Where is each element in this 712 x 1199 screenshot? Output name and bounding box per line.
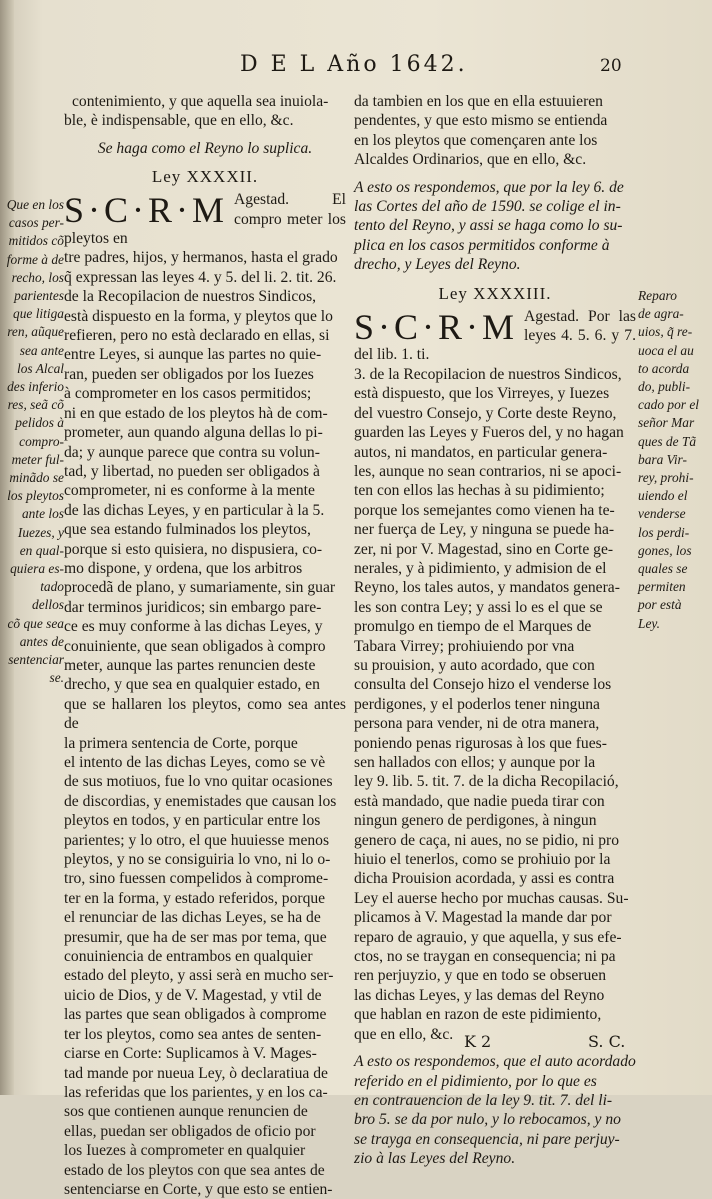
text-line: ner fuerça de Ley, y ninguna se puede ha- (354, 521, 615, 539)
margin-line: forme à de (6, 251, 64, 267)
response-line: zio à las Leyes del Reyno. (354, 1150, 516, 1168)
text-line: les son contra Ley; y assi lo es el que se (354, 598, 603, 616)
text-line: guarden las Leyes y Fueros del, y no hagan (354, 424, 624, 442)
text-line: consulta del Consejo hizo el venderse los (354, 676, 612, 694)
text-line: estado del pleyto, y assi serà en mucho ser- (64, 967, 334, 985)
margin-line: parientes (14, 288, 64, 304)
law-initial: S·C·R·M (64, 190, 229, 231)
text-line: las dichas Leyes, y las demas del Reyno (354, 986, 605, 1004)
margin-line: minãdo se (9, 470, 64, 486)
law-initial: S·C·R·M (354, 306, 519, 347)
response-line: bro 5. se da por nulo, y lo rebocamos, y no (354, 1111, 621, 1129)
text-line: parientes; y lo otro, el que huuiesse menos (64, 831, 330, 849)
margin-line: de agra- (638, 306, 684, 322)
text-line: conuiniente, que sean obligados à compro (64, 637, 326, 655)
margin-line: antes de (19, 633, 64, 649)
running-head (0, 52, 712, 82)
text-line: sos que contienen aunque renuncien de (64, 1103, 308, 1121)
page-number: 20 (600, 56, 622, 76)
text-line: 3. de la Recopilacion de nuestros Sindicos, (354, 365, 622, 383)
margin-line: uoca el au (638, 342, 694, 358)
text-line: en los pleytos que començaren ante los (354, 131, 598, 149)
margin-line: cõ que sea (7, 615, 64, 631)
margin-line: se. (49, 670, 64, 686)
text-line: la primera sentencia de Corte, porque (64, 734, 298, 752)
text-line: refieren, pero no està declarado en ellas, si (64, 327, 330, 345)
text-line: ni en que estado de los pleytos hà de com- (64, 404, 328, 422)
text-line: promulgo en tiempo de el Marques de (354, 618, 592, 636)
text-line: ten con ellos las hechas à su pidimiento; (354, 482, 605, 500)
margin-line: en qual- (19, 542, 64, 558)
margin-line: uiendo el (638, 488, 688, 504)
response-line: las Cortes del año de 1590. se colige el in- (354, 198, 621, 216)
law-opening (354, 307, 636, 365)
law-title: Ley XXXXII. (151, 167, 259, 187)
text-line: presumir, que ha de ser mas por tema, que (64, 928, 327, 946)
margin-line: Iuezes, y (17, 524, 64, 540)
margin-line: meter ful- (11, 451, 64, 467)
text-line: las partes que sean obligados à comprome (64, 1006, 327, 1024)
text-line: sen hallados con ellos; y aunque por la (354, 754, 596, 771)
text-line: drecho, y que sea en qualquier estado, en (64, 676, 320, 694)
text-line: porque si esto quisiera, no dispusiera, co- (64, 540, 323, 558)
text-line: reparo de agrauio, y que aquella, y sus efe- (354, 928, 622, 946)
margin-line: casos per- (8, 215, 64, 231)
text-line: sentenciarse en Corte, y que esto se entien- (64, 1180, 333, 1198)
royal-response (354, 1052, 636, 1168)
text-line: prometer, aun quando alguna dellas lo pi- (64, 424, 323, 442)
text-line: Agestad. Por las leyes 4. 5. 6. y 7. del lib. 1. ti. (354, 307, 636, 364)
text-line: procedã de plano, y sumariamente, sin guar (64, 579, 336, 597)
text-line: pleytos en todos, y en particular entre los (64, 812, 321, 830)
signature-mark: K 2 (464, 1032, 492, 1051)
margin-line: compro- (19, 433, 64, 449)
page-footer (0, 1032, 712, 1056)
right-column (354, 92, 636, 1169)
text-line: tre padres, hijos, y hermanos, hasta el grado (64, 249, 338, 267)
text-line: su prouision, y auto acordado, que con (354, 656, 595, 674)
margin-line: tado dellos (32, 579, 64, 613)
text-line: Agestad. El compro meter los pleytos en (64, 191, 346, 248)
catchword: S. C. (588, 1032, 626, 1051)
margin-line: pelidos à (15, 415, 64, 431)
royal-response (354, 178, 636, 275)
text-line: que se hallaren los pleytos, como sea antes de (64, 695, 346, 733)
running-title: D E L Año 1642. (240, 52, 468, 77)
text-line: el intento de las dichas Leyes, como se vè (64, 754, 326, 771)
text-line: tro, sino fuessen compelidos à comprome- (64, 870, 329, 888)
text-line: ningun genero de perdigones, à ningun (354, 812, 597, 830)
response-line: referido en el pidimiento, por lo que es (354, 1072, 597, 1090)
margin-line: ques de Tã (638, 433, 697, 449)
text-line: pendentes, y que esto mismo se entienda (354, 112, 608, 130)
margin-line: sea ante (19, 342, 64, 358)
text-line: està dispuesto, que los Virreyes, y Iuezes (354, 385, 610, 403)
response-line: drecho, y Leyes del Reyno. (354, 256, 521, 274)
text-line: contenimiento, y que aquella sea inuiola- (72, 93, 329, 110)
text-line: ren perjuyzio, y que en todo se obseruen (354, 967, 607, 985)
text-line: de sus motiuos, fue lo vno quitar ocasiones (64, 773, 333, 791)
margin-line: bara Vir- (638, 451, 687, 467)
text-line: Ley el auerse hecho por muchas causas. Su- (354, 889, 629, 907)
text-line: perdigones, y el poderlos tener ninguna (354, 695, 600, 713)
law-body (354, 365, 636, 1044)
text-line: conuiniencia de entrambos en qualquier (64, 948, 313, 966)
margin-line: rey, prohi- (638, 470, 694, 486)
text-line: que en ello, &c. (354, 1025, 454, 1043)
text-line: de la Recopilacion de nuestros Sindicos, (64, 288, 317, 306)
margin-line: do, publi- (638, 379, 691, 395)
margin-line: quiera es- (10, 561, 64, 577)
text-line: està dispuesto en la forma, y pleytos que lo (64, 307, 333, 325)
law-body (64, 248, 346, 1199)
text-line: mo dispone, y ordena, que los arbitros (64, 559, 303, 577)
margin-line: los perdi- (638, 524, 690, 540)
text-line: ter los pleytos, como sea antes de senten- (64, 1025, 322, 1043)
margin-line: recho, los (11, 269, 64, 285)
response-line: plica en los casos permitidos conforme à (354, 236, 610, 254)
margin-line: to acorda (638, 360, 690, 376)
margin-line: venderse (638, 506, 686, 522)
text-line: meter, aunque las partes renuncien deste (64, 656, 316, 674)
text-line: de las dichas Leyes, y en particular à la 5. (64, 501, 325, 519)
margin-line: mitidos cõ (8, 233, 64, 249)
text-line: zer, ni por V. Magestad, sino en Corte ge- (354, 540, 614, 558)
margin-line: Que en los (6, 197, 64, 212)
text-line: da; y aunque parece que contra su volun- (64, 443, 320, 461)
response-line: tento del Reyno, y assi se haga como lo su- (354, 217, 623, 235)
text-line: ctos, no se traygan en consequencia; ni pa (354, 948, 616, 966)
margin-line: los Alcal (17, 360, 64, 376)
resolution-text: Se haga como el Reyno lo suplica. (97, 139, 313, 157)
text-line: uicio de Dios, y de V. Magestad, y vtil de (64, 986, 322, 1004)
margin-line: res, seã cõ (7, 397, 64, 413)
margin-line: sentenciar (8, 652, 64, 668)
left-margin-note (6, 196, 64, 687)
margin-line: des inferio (7, 379, 64, 395)
law-title: Ley XXXXIII. (438, 283, 552, 303)
margin-line: ante los (21, 506, 64, 522)
text-line: entre Leyes, si aunque las partes no quie- (64, 346, 322, 364)
text-line: da tambien en los que en ella estuuieren (354, 93, 603, 110)
text-line: Tabara Virrey; prohiuiendo por vna (354, 637, 575, 655)
text-line: ce es muy conforme à las dichas Leyes, y (64, 618, 323, 636)
text-line: plicamos à V. Magestad la mande dar por (354, 909, 612, 927)
text-line: dar terminos juridicos; sin embargo pare- (64, 598, 322, 616)
text-line: Alcaldes Ordinarios, que en ello, &c. (354, 151, 587, 169)
text-line: comprometer, ni es conforme à la mente (64, 482, 315, 500)
response-line: A esto os respondemos, que el auto acordado (354, 1053, 636, 1071)
text-line: hiuio el tenerlos, como se prohiuio por la (354, 851, 611, 869)
text-line: nerales, y à pidimiento, y admision de el (354, 559, 607, 577)
margin-line: por està (638, 597, 682, 613)
text-line: pleytos, y no se consiguiria lo vno, ni lo o- (64, 851, 331, 869)
text-line: de discordias, y enemistades que causan los (64, 792, 337, 810)
margin-line: cado por el (638, 397, 699, 413)
text-line: el renunciar de las dichas Leyes, se ha de (64, 909, 321, 927)
margin-line: permiten (638, 579, 686, 595)
text-line: poniendo penas rigurosas à los que fues- (354, 734, 607, 752)
right-margin-note (638, 287, 702, 633)
text-line: ble, è indispensable, que en ello, &c. (64, 112, 294, 130)
text-line: autos, ni mandatos, en particular genera- (354, 443, 608, 461)
response-line: se trayga en consequencia, ni pare perjuy- (354, 1130, 620, 1148)
text-line: las referidas que los parientes, y en los ca- (64, 1083, 328, 1101)
text-line: que hablan en razon de este pidimiento, (354, 1006, 602, 1024)
law-opening (64, 190, 346, 248)
margin-line: gones, los (638, 542, 692, 558)
text-line: estado de los pleytos con que sea antes de (64, 1161, 325, 1179)
margin-line: uios, q̃ re- (638, 324, 693, 340)
text-line: à comprometer en los casos permitidos; (64, 385, 312, 403)
text-line: ellas, puedan ser obligados de oficio por (64, 1122, 316, 1140)
margin-line: quales se (638, 561, 688, 577)
text-line: ciarse en Corte: Suplicamos à V. Mages- (64, 1045, 317, 1063)
text-line: q̃ expressan las leyes 4. y 5. del li. 2. tit. 26. (64, 268, 337, 286)
text-line: tad mande por nueua Ley, ò declaratiua de (64, 1064, 328, 1082)
text-line: del vuestro Consejo, y Corte deste Reyno, (354, 404, 617, 422)
margin-line: Reparo (638, 288, 677, 303)
response-line: en contrauencion de la ley 9. tit. 7. del li- (354, 1091, 613, 1109)
text-line: porque los semejantes como vienen ha te- (354, 501, 615, 519)
text-line: Reyno, los tales autos, y mandatos genera- (354, 579, 620, 597)
text-line: està mandado, que nadie pueda tirar con (354, 792, 605, 810)
margin-line: los pleytos (7, 488, 64, 504)
margin-line: señor Mar (638, 415, 695, 431)
text-line: les, aunque no sean contrarios, ni se apoci- (354, 462, 622, 480)
text-line: persona para vender, ni de otra manera, (354, 715, 600, 733)
text-line: ley 9. lib. 5. tit. 7. de la dicha Recopilació, (354, 773, 619, 791)
text-line: ter en la forma, y estado referidos, porque (64, 889, 326, 907)
text-line: los Iuezes à comprometer en qualquier (64, 1142, 306, 1160)
text-line: dicha Prouision acordada, y assi es contra (354, 870, 615, 888)
text-line: genero de caça, ni aues, no se pidio, ni pro (354, 831, 620, 849)
margin-line: ren, aũque (7, 324, 64, 340)
margin-line: que litiga (13, 306, 64, 322)
response-line: A esto os respondemos, que por la ley 6. de (354, 178, 624, 196)
margin-line: Ley. (638, 615, 660, 631)
text-line: que sea estando fulminados los pleytos, (64, 521, 311, 539)
text-line: ran, pueden ser obligados por los Iuezes (64, 365, 314, 383)
text-line: tad, y libertad, no pueden ser obligados à (64, 462, 320, 480)
